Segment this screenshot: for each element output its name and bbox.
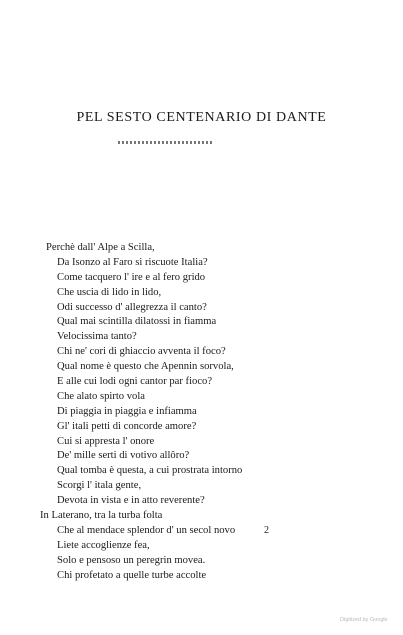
title-ornament-divider — [118, 141, 214, 144]
poem-line: Odi successo d' allegrezza il canto? — [57, 301, 207, 313]
poem-line: Gl' itali petti di concorde amore? — [57, 420, 197, 432]
poem-line: Solo e pensoso un peregrin movea. — [57, 554, 206, 566]
poem-line: E alle cui lodi ogni cantor par fioco? — [57, 376, 213, 388]
poem-line: Perchè dall' Alpe a Scilla, — [46, 242, 155, 253]
poem-line: De' mille serti di votivo allôro? — [57, 450, 190, 462]
poem-line: Liete accoglienze fea, — [57, 539, 150, 551]
poem-line: Di piaggia in piaggia e infiamma — [57, 405, 197, 417]
poem-line: Scorgi l' itala gente, — [57, 480, 142, 492]
poem-line: In Laterano, tra la turba folta — [40, 510, 163, 522]
poem-line: Qual tomba è questa, a cui prostrata intorno — [57, 465, 243, 477]
poem-line: Da Isonzo al Faro si riscuote Italia? — [57, 256, 208, 268]
poem-line: Qual mai scintilla dilatossi in fiamma — [57, 316, 217, 328]
page-signature-mark: 2 — [264, 525, 269, 536]
poem-line: Che alato spirto vola — [57, 390, 145, 402]
poem-line: Cui si appresta l' onore — [57, 435, 155, 447]
digitization-watermark: Digitized by Google — [340, 617, 388, 623]
poem-line: Che uscia di lido in lido, — [57, 286, 162, 298]
poem-body — [40, 241, 366, 583]
poem-line: Come tacquero l' ire e al fero grido — [57, 271, 206, 283]
poem-title: PEL SESTO CENTENARIO DI DANTE — [76, 110, 327, 125]
poem-line: Che al mendace splendor d' un secol novo — [57, 524, 236, 536]
poem-line: Velocissima tanto? — [57, 331, 137, 343]
poem-line: Chi profetato a quelle turbe accolte — [57, 569, 207, 581]
poem-line: Devota in vista e in atto reverente? — [57, 495, 205, 507]
poem-line: Chi ne' cori di ghiaccio avventa il foco? — [57, 346, 226, 358]
poem-line: Qual nome è questo che Apennin sorvola, — [57, 361, 234, 373]
